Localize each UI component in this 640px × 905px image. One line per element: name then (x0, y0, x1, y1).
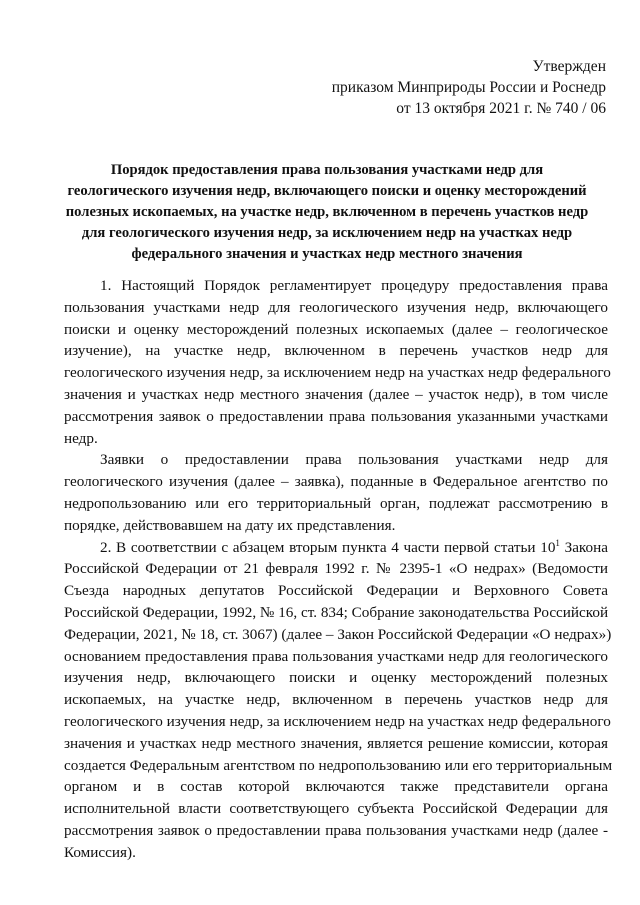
paragraph-line: изучения недр, включающего поиски и оценку месторождений полезных (64, 669, 608, 687)
paragraph-line: значения и участках недр местного значения (далее – участок недр), в том числе (64, 385, 608, 403)
paragraph-line: 1. Настоящий Порядок регламентирует процедуру предоставления права (100, 277, 608, 294)
superscript: 1 (555, 537, 560, 548)
paragraph-line: рассмотрения заявок о предоставлении права пользования участками недр (далее - (64, 821, 608, 839)
paragraph-line: рассмотрения заявок о предоставлении права пользования указанными участками (64, 407, 608, 425)
paragraph-line: геологического изучения (далее – заявка), поданные в Федеральное агентство по (64, 473, 608, 491)
paragraph-line: значения и участках недр местного значения, является решение комиссии, которая (64, 734, 608, 752)
title-line: полезных ископаемых, на участке недр, включенном в перечень участков недр (65, 204, 589, 220)
document-title (62, 160, 592, 265)
paragraph-line: изучение), на участке недр, включенном в перечень участков недр для (64, 342, 608, 360)
title-line: для геологического изучения недр, за исключением недр на участках недр (81, 225, 573, 241)
paragraph-line: пользования участками недр для геологического изучения недр, включающего (64, 298, 608, 316)
paragraph-line: порядке, действовавшем на дату их представления. (64, 516, 396, 534)
paragraph-line: недр. (64, 429, 98, 447)
approval-block (332, 56, 606, 119)
document-body (64, 275, 613, 864)
paragraph-line: Федерации, 2021, № 18, ст. 3067) (далее – Закон Российской Федерации «О недрах») (64, 625, 612, 643)
approval-line-1: Утвержден (532, 58, 606, 75)
paragraph-line-text: 2. В соответствии с абзацем вторым пункта 4 части первой статьи 10 (100, 538, 556, 556)
paragraph-2 (64, 449, 608, 536)
paragraph-1 (64, 275, 611, 449)
title-line: Порядок предоставления права пользования участками недр для (110, 162, 544, 178)
paragraph-line: Съезда народных депутатов Российской Федерации и Верховного Совета (64, 582, 608, 600)
title-line: геологического изучения недр, включающего поиски и оценку месторождений (67, 183, 587, 199)
paragraph-line: геологического изучения недр, за исключением недр на участках недр федерального (64, 364, 611, 382)
paragraph-line: создается Федеральным агентством по недропользованию или его территориальным (64, 756, 613, 774)
paragraph-line: поиски и оценку месторождений полезных ископаемых (далее – геологическое (64, 320, 608, 338)
paragraph-line: ископаемых, на участке недр, включенном в перечень участков недр для (64, 691, 608, 709)
paragraph-line: исполнительной власти соответствующего субъекта Российской Федерации для (64, 800, 608, 818)
paragraph-line: Комиссия). (64, 843, 136, 861)
approval-line-3: от 13 октября 2021 г. № 740 / 06 (396, 100, 606, 117)
paragraph-line: Российской Федерации, 1992, № 16, ст. 834; Собрание законодательства Российской (64, 603, 609, 621)
paragraph-line: Российской Федерации от 21 февраля 1992 г. № 2395-1 «О недрах» (Ведомости (64, 560, 608, 578)
paragraph-line: Заявки о предоставлении права пользования участками недр для (100, 451, 608, 469)
paragraph-line: геологического изучения недр, за исключением недр на участках недр федерального (64, 712, 611, 730)
paragraph-line (64, 537, 608, 559)
paragraph-line: органом и в состав которой включаются также представители органа (64, 778, 608, 796)
paragraph-line-text: Закона (559, 538, 609, 556)
paragraph-3 (64, 537, 613, 864)
approval-line-2: приказом Минприроды России и Роснедр (331, 79, 606, 96)
paragraph-line: основанием предоставления права пользования участками недр для геологического (64, 647, 608, 665)
paragraph-line: недропользованию или его территориальный орган, подлежат рассмотрению в (64, 494, 608, 512)
title-line: федерального значения и участках недр местного значения (131, 246, 523, 262)
